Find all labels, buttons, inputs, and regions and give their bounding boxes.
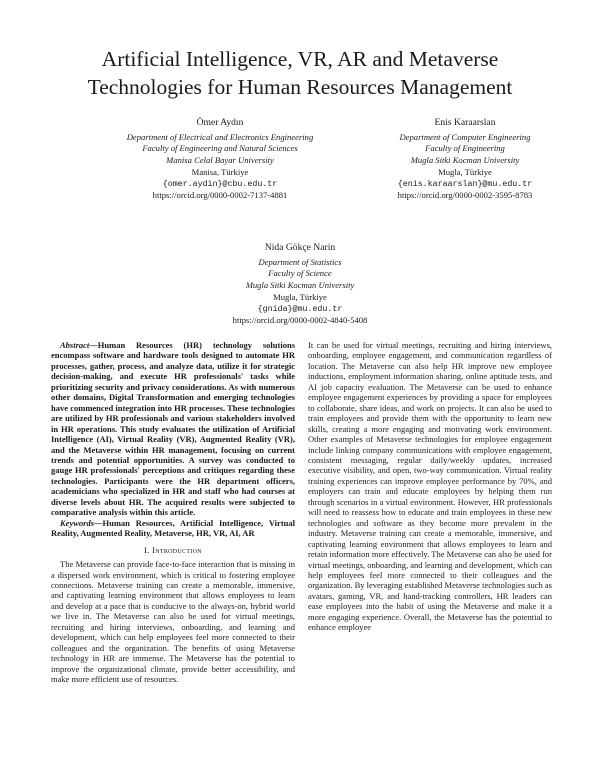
keywords-text: —Human Resources, Artificial Intelligence, Virtual Reality, Augmented Reality, Metaverse, HR, VR, AI, AR (51, 517, 295, 539)
abstract-text: —Human Resources (HR) technology solutions encompass software and hardware tools designed to automate HR processes, gather, process, and analyze data, utilize it for strategic decision-making, and execute HR professionals' tasks while prioritizing security and privacy considerations. As with numerous other domains, Digital Transformation and emerging technologies have commenced integration into HR processes. These technologies are utilized by HR professionals and various stakeholders involved in HR operations. This study evaluates the utilization of Artificial Intelligence (AI), Virtual Reality (VR), Augmented Reality (VR), and the Metaverse within HR management, focusing on current trends and potential opportunities. A survey was conducted to gauge HR professionals' perceptions and critiques regarding these technologies. Participants were the HR department officers, academicians who specialized in HR and staff who had courses at diverse levels about HR. The acquired results were subjected to comparative analysis within this article. (51, 340, 295, 518)
abstract (51, 340, 295, 518)
body-paragraph: It can be used for virtual meetings, recruiting and hiring interviews, onboarding, employee engagement, and communication regardless of location. The Metaverse can also help HR improve new employee inductions, employment information sharing, online aptitude tests, and AI job capacity evaluation. The Metaverse can be used to enhance employee engagement experiences by providing a space for employees to collaborate, share ideas, and work on projects. It can also be used to train employees and provide them with the opportunity to learn new skills, creating a more engaging and motivating work environment. Other examples of Metaverse technologies for employee engagement include linking company communications with employee engagement, consistent messaging, regular daily/weekly updates, increased executive visibility, and open, two-way communication. Virtual reality training experiences can improve employee performance by 70%, and employers can train and educate employees by helping them run through scenarios in a virtual environment. However, HR professionals will need to reassess how to educate and train employees in these new technologies and software as they become more prevalent in the industry. Metaverse training can create a memorable, immersive, and captivating learning environment that allows employees to learn and retain information more effectively. The Metaverse can also be used for virtual meetings, onboarding, and learning and development, which can help employees feel more connected to their colleagues and the organization. By leveraging established Metaverse technologies such as avatars, gaming, VR, and hand-tracking controllers, HR leaders can ease employees into the habit of using the Metaverse and make it a more engaging experience. Overall, the Metaverse has the potential to enhance employee (308, 340, 552, 633)
left-column (51, 340, 295, 685)
author-university: Mugla Sitki Kocman University (410, 155, 520, 166)
author-faculty: Faculty of Engineering (425, 143, 505, 154)
author-department: Department of Electrical and Electronics Engineering (126, 131, 314, 142)
abstract-label: Abstract (60, 340, 90, 350)
title-line-1: Artificial Intelligence, VR, AR and Metaverse (101, 47, 499, 71)
author-orcid[interactable]: https://orcid.org/0000-0002-3595-8783 (397, 190, 533, 201)
intro-paragraph: The Metaverse can provide face-to-face interaction that is missing in a dispersed work environment, which is critical to fostering employee connections. Metaverse training can create a memorable, immersive, and captivating learning environment that allows employees to learn and develop at a pace that is conducive to the always-on, hybrid world we live in. The Metaverse can also be used for virtual meetings, recruiting and hiring interviews, onboarding, and learning and development, which can help employees feel more connected to their colleagues and the organization. The benefits of using Metaverse technology in HR are immense. The Metaverse has the potential to improve the organizational climate, provide better accessibility, and make more efficient use of resources. (51, 559, 295, 685)
author-university: Manisa Celal Bayar University (166, 155, 274, 166)
author-location: Mugla, Türkiye (273, 291, 327, 302)
author-faculty: Faculty of Science (268, 268, 332, 279)
paper-title (0, 45, 600, 101)
author-department: Department of Computer Engineering (399, 131, 531, 142)
author-location: Mugla, Türkiye (438, 166, 492, 177)
author-faculty: Faculty of Engineering and Natural Sciences (142, 143, 298, 154)
author-orcid[interactable]: https://orcid.org/0000-0002-4840-5408 (232, 315, 368, 326)
author-department: Department of Statistics (258, 256, 342, 267)
author-university: Mugla Sitki Kocman University (245, 280, 355, 291)
section-heading: I. Introduction (144, 544, 202, 555)
author-orcid[interactable]: https://orcid.org/0000-0002-7137-4881 (152, 190, 288, 201)
author-block-1 (100, 117, 340, 202)
author-email[interactable]: {gnida}@mu.edu.tr (257, 304, 343, 314)
title-line-2: Technologies for Human Resources Management (87, 75, 513, 99)
author-email[interactable]: {omer.aydin}@cbu.edu.tr (162, 179, 278, 189)
author-name: Enis Karaarslan (434, 117, 496, 128)
author-location: Manisa, Türkiye (191, 166, 249, 177)
author-block-3 (180, 242, 420, 327)
right-column (308, 340, 552, 633)
author-name: Ömer Aydın (196, 117, 244, 128)
keywords-label: Keywords (60, 517, 94, 528)
keywords (51, 518, 295, 539)
author-block-2 (360, 117, 570, 202)
author-name: Nida Gökçe Narin (264, 242, 336, 253)
author-email[interactable]: {enis.karaarslan}@mu.edu.tr (397, 179, 533, 189)
